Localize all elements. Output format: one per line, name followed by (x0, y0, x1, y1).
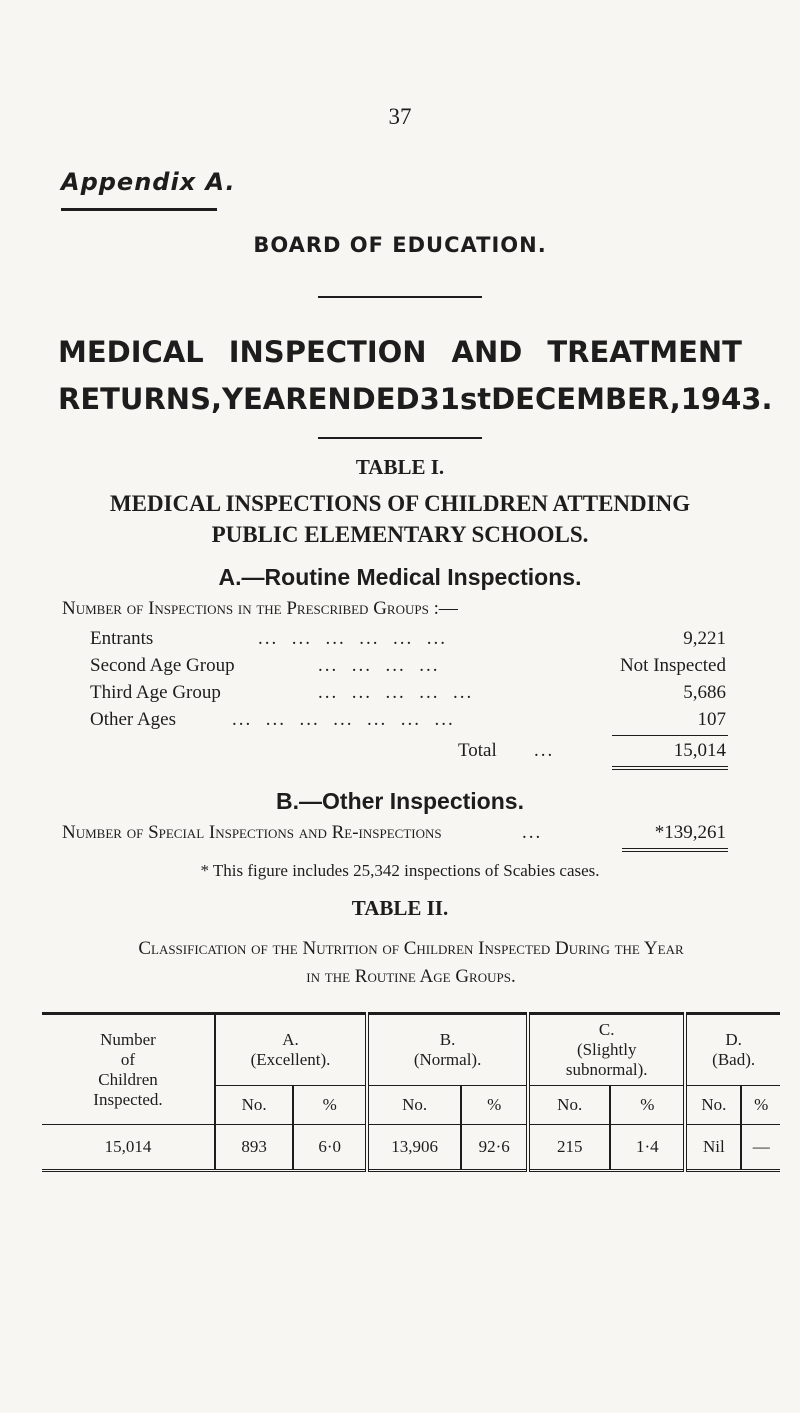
sub-pct: % (610, 1086, 685, 1125)
cell-a-no: 893 (215, 1125, 293, 1171)
total-double-rule-2 (612, 769, 728, 770)
leader-dots: ... ... ... ... (318, 655, 440, 676)
header-word: Number (100, 1029, 156, 1049)
total-double-rule-1 (612, 766, 728, 767)
groups-heading: Number of Inspections in the Prescribed Groups :— (62, 598, 458, 619)
title-rule-bottom (318, 437, 482, 439)
cell-a-pct: 6·0 (293, 1125, 367, 1171)
total-label: Total (458, 740, 497, 761)
cell-d-no: Nil (685, 1125, 741, 1171)
footnote: * This figure includes 25,342 inspections of Scabies cases. (200, 861, 600, 880)
group-letter: A. (282, 1030, 299, 1049)
leader-dots: ... ... ... ... ... ... (258, 628, 447, 649)
section-a-title: A.—Routine Medical Inspections. (218, 564, 582, 590)
main-title-word: RETURNS, (58, 382, 222, 416)
leader-dots: ... (534, 740, 555, 761)
appendix-underline (61, 208, 217, 211)
number-children-header (42, 1014, 215, 1125)
group-desc: (Bad). (712, 1050, 756, 1069)
special-label: Number of Special Inspections and Re-inspections (62, 822, 442, 843)
row-value: 107 (697, 709, 726, 730)
special-double-rule-2 (622, 851, 728, 852)
main-title-line1 (58, 335, 742, 369)
cell-d-pct: — (741, 1125, 780, 1171)
row-label: Other Ages (90, 709, 177, 730)
main-title-word: INSPECTION (228, 335, 427, 369)
title-rule-top (318, 296, 482, 298)
table2-title: TABLE II. (351, 896, 449, 920)
header-word: Inspected. (93, 1089, 163, 1109)
table2-subtitle-1: Classification of the Nutrition of Children Inspected During the Year (138, 938, 684, 959)
cell-b-no: 13,906 (367, 1125, 461, 1171)
row-label: Entrants (90, 628, 154, 649)
page-number: 37 (388, 104, 412, 129)
main-title-word: YEAR (221, 382, 308, 416)
header-word: of (120, 1049, 136, 1069)
leader-dots: ... ... ... ... ... (318, 682, 474, 703)
group-c-header (528, 1014, 685, 1086)
row-label: Second Age Group (90, 655, 235, 676)
main-title-word: MEDICAL (58, 335, 204, 369)
header-word: Children (98, 1069, 158, 1089)
sub-no: No. (685, 1086, 741, 1125)
group-a-header (215, 1014, 367, 1086)
group-b-header (367, 1014, 528, 1086)
group-letter: B. (439, 1030, 456, 1049)
group-letter: D. (725, 1030, 742, 1049)
main-title-word: 31st (419, 382, 492, 416)
group-desc: (Slightly (576, 1040, 637, 1059)
nutrition-table (42, 1012, 780, 1172)
total-rule (612, 735, 728, 736)
table1-subtitle-2: PUBLIC ELEMENTARY SCHOOLS. (211, 522, 589, 547)
special-double-rule-1 (622, 848, 728, 849)
row-value: 5,686 (683, 682, 726, 703)
main-title-word: TREATMENT (547, 335, 742, 369)
table1-subtitle-1: MEDICAL INSPECTIONS OF CHILDREN ATTENDING (109, 491, 691, 516)
leader-dots: ... (522, 822, 543, 843)
appendix-heading: Appendix A. (61, 168, 236, 196)
sub-pct: % (741, 1086, 780, 1125)
cell-b-pct: 92·6 (461, 1125, 528, 1171)
cell-c-pct: 1·4 (610, 1125, 685, 1171)
group-letter: C. (598, 1020, 615, 1039)
board-heading: BOARD OF EDUCATION. (253, 233, 547, 257)
group-desc: subnormal). (565, 1060, 648, 1079)
row-value: 9,221 (683, 628, 726, 649)
table2-subtitle-2: in the Routine Age Groups. (306, 966, 516, 987)
table-row (42, 1125, 780, 1171)
sub-no: No. (367, 1086, 461, 1125)
main-title-line2 (58, 382, 773, 416)
sub-no: No. (215, 1086, 293, 1125)
row-label: Third Age Group (90, 682, 221, 703)
table1-title: TABLE I. (355, 455, 445, 479)
special-value: *139,261 (654, 822, 726, 843)
main-title-word: AND (451, 335, 523, 369)
sub-pct: % (461, 1086, 528, 1125)
group-desc: (Excellent). (250, 1050, 331, 1069)
section-b-title: B.—Other Inspections. (276, 788, 524, 814)
cell-c-no: 215 (528, 1125, 610, 1171)
sub-no: No. (528, 1086, 610, 1125)
group-d-header (685, 1014, 780, 1086)
cell-number: 15,014 (42, 1125, 215, 1171)
table-header-row (42, 1014, 780, 1086)
sub-pct: % (293, 1086, 367, 1125)
total-value: 15,014 (673, 740, 726, 761)
main-title-word: 1943. (680, 382, 773, 416)
row-value: Not Inspected (619, 655, 726, 676)
group-desc: (Normal). (413, 1050, 482, 1069)
leader-dots: ... ... ... ... ... ... ... (232, 709, 455, 730)
main-title-word: ENDED (307, 382, 420, 416)
main-title-word: DECEMBER, (491, 382, 681, 416)
